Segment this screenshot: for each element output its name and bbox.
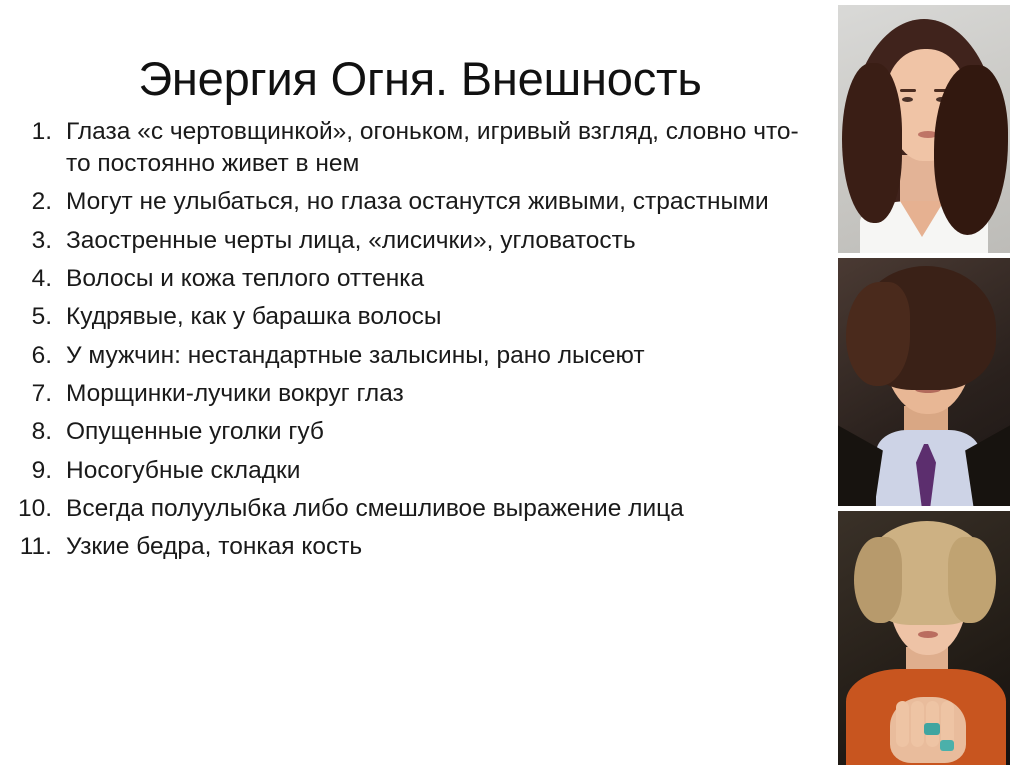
list-item [8,416,820,448]
list-item-number: 2. [31,188,52,216]
list-item-label: Всегда полуулыбка либо смешливое выражение лица [66,494,684,522]
list-item-label: Кудрявые, как у барашка волосы [66,303,442,331]
list-item-number: 6. [31,341,52,369]
list-item [8,531,820,563]
portrait-man-in-suit [838,258,1010,506]
list-item-label: Глаза «с чертовщинкой», огоньком, игривый взгляд, словно что-то постоянно живет в нем [66,118,799,177]
list-item-number: 1. [31,118,52,145]
list-item-number: 8. [31,418,52,446]
list-item [8,378,820,410]
photo-column [834,0,1010,765]
list-item-number: 10. [17,494,52,522]
list-item-label: Носогубные складки [66,456,301,484]
page-title: Энергия Огня. Внешность [138,52,702,106]
list-item-number: 5. [31,303,52,331]
list-item [8,186,820,218]
portrait-illustration [838,511,1010,765]
list-item-number: 11. [19,533,52,561]
list-item [8,493,820,525]
list-item [8,455,820,487]
list-item-label: У мужчин: нестандартные залысины, рано лысеют [66,341,645,369]
list-item [8,301,820,333]
list-item [8,340,820,372]
bullet-list [8,116,820,570]
list-item-label: Морщинки-лучики вокруг глаз [66,379,404,407]
list-item [8,116,820,180]
list-item [8,225,820,257]
list-item-number: 4. [31,264,52,292]
portrait-illustration [838,5,1010,253]
portrait-blonde-woman [838,511,1010,765]
list-item [8,263,820,295]
list-item-label: Опущенные уголки губ [66,418,324,446]
portrait-dark-haired-woman [838,5,1010,253]
list-item-label: Волосы и кожа теплого оттенка [66,264,425,292]
list-item-label: Могут не улыбаться, но глаза останутся живыми, страстными [66,188,769,216]
list-item-number: 7. [31,379,52,407]
portrait-illustration [838,258,1010,506]
list-item-number: 3. [31,226,52,254]
list-item-label: Узкие бедра, тонкая кость [66,533,363,561]
list-item-number: 9. [31,456,52,484]
list-item-label: Заостренные черты лица, «лисички», угловатость [66,226,636,254]
